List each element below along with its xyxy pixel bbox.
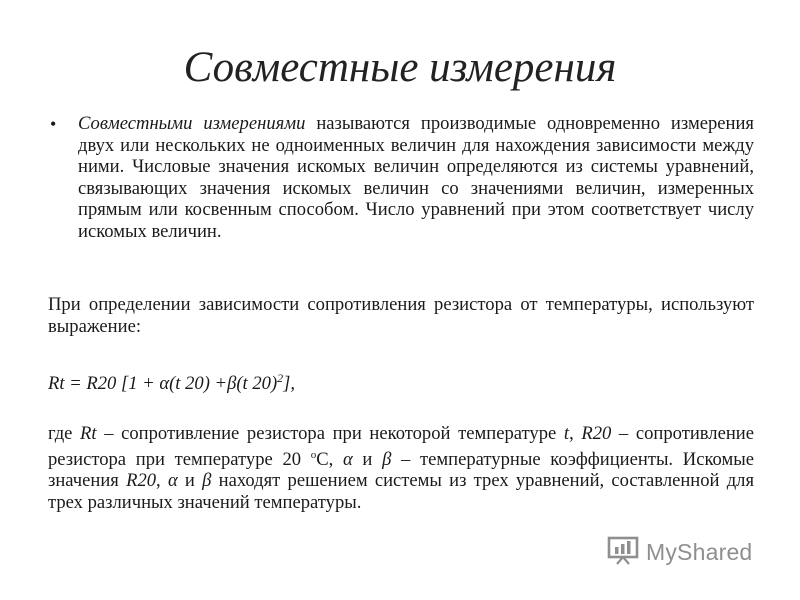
- intro-paragraph: При определении зависимости сопротивления резистора от температуры, используют выражение:: [48, 294, 754, 337]
- text-segment: ,: [569, 423, 582, 444]
- symbol-alpha: α: [167, 470, 178, 492]
- text-segment: находят решением системы из трех уравнений, составленной для трех различных значений температуры.: [48, 470, 755, 513]
- bullet-marker: •: [50, 114, 57, 134]
- defined-term: Совместными измерениями: [78, 113, 306, 134]
- degree-superscript: o: [310, 448, 317, 461]
- presentation-board-icon: [606, 535, 640, 570]
- myshared-watermark: [606, 537, 752, 567]
- symbol-t: t: [563, 423, 570, 444]
- text-segment: – сопротивление резистора при температуре 20: [48, 423, 754, 470]
- formula: [48, 368, 754, 395]
- text-segment: где: [48, 423, 81, 444]
- symbol-beta: β: [202, 470, 212, 492]
- explanation-paragraph: [48, 423, 754, 513]
- symbol-alpha: α: [342, 448, 353, 470]
- formula-main: Rt = R20 [1 + α(t 20) +β(t 20): [48, 373, 278, 395]
- text-segment: и: [177, 470, 203, 492]
- symbol-beta: β: [382, 448, 392, 470]
- text-segment: С,: [316, 448, 343, 470]
- text-segment: – температурные коэффициенты. Искомые значения: [48, 448, 754, 492]
- text-segment: и: [352, 448, 383, 470]
- slide-title: Совместные измерения: [183, 44, 617, 91]
- formula-superscript: 2: [277, 371, 284, 385]
- symbol-r20: R20: [126, 470, 157, 492]
- text-segment: – сопротивление резистора при некоторой температуре: [96, 423, 564, 444]
- definition-text: называются производимые одновременно измерения двух или нескольких не одноименных величин для нахождения зависимости между ними. Числовые значения искомых величин определяются из системы уравнений, связывающих значения искомых величин со значениями величин, измеренных прямым или косвенным способом. Число уравнений при этом соответствует числу искомых величин.: [78, 113, 754, 242]
- definition-paragraph: [78, 113, 754, 242]
- symbol-r20: R20: [581, 423, 612, 444]
- symbol-rt: Rt: [80, 423, 97, 444]
- text-segment: ,: [156, 470, 168, 492]
- formula-end: ],: [283, 373, 296, 395]
- watermark-text: MyShared: [646, 538, 753, 565]
